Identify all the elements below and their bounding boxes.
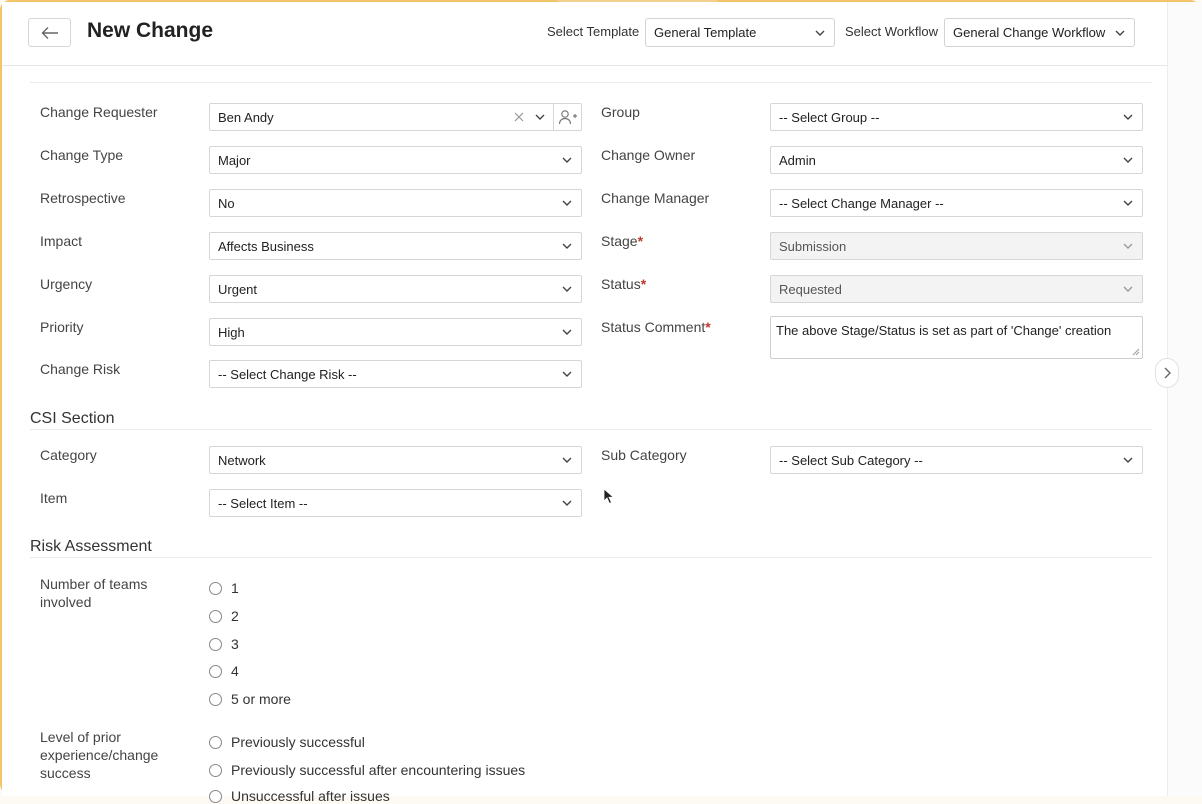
radio-option[interactable] — [209, 608, 239, 624]
change-requester-label: Change Requester — [40, 104, 158, 120]
chevron-down-icon — [1122, 111, 1134, 123]
side-panel-toggle[interactable] — [1155, 358, 1179, 388]
change-owner-label: Change Owner — [601, 147, 696, 163]
radio-option[interactable] — [209, 762, 525, 778]
required-marker: * — [637, 233, 644, 249]
radio-circle-icon[interactable] — [209, 693, 222, 706]
change-type-label: Change Type — [40, 147, 124, 163]
chevron-down-icon — [1122, 154, 1134, 166]
change-type-select[interactable] — [209, 146, 582, 174]
impact-select[interactable] — [209, 232, 582, 260]
radio-circle-icon[interactable] — [209, 582, 222, 595]
csi-divider — [30, 429, 1152, 430]
exp-label-line: Level of prior — [40, 729, 121, 745]
teams-label-line: Number of teams — [40, 576, 148, 592]
risk-divider — [30, 557, 1152, 558]
header-divider — [30, 82, 1152, 83]
category-label: Category — [40, 447, 97, 463]
retrospective-value: No — [218, 196, 235, 211]
resize-grip-icon[interactable] — [1132, 348, 1140, 356]
page-header — [2, 2, 1167, 66]
urgency-select[interactable] — [209, 275, 582, 303]
category-value: Network — [218, 453, 266, 468]
radio-label: Previously successful — [231, 734, 365, 750]
radio-circle-icon[interactable] — [209, 665, 222, 678]
status-comment-textarea[interactable] — [770, 316, 1143, 359]
chevron-right-icon — [1162, 366, 1172, 380]
chevron-down-icon — [561, 454, 573, 466]
page-title: New Change — [87, 19, 214, 42]
teams-involved-label — [40, 575, 147, 611]
radio-circle-icon[interactable] — [209, 736, 222, 749]
stage-select — [770, 232, 1143, 260]
arrow-left-icon — [41, 26, 59, 40]
select-template-label: Select Template — [547, 24, 640, 39]
chevron-down-icon[interactable] — [534, 111, 546, 123]
chevron-down-icon — [561, 497, 573, 509]
select-workflow-label: Select Workflow — [845, 24, 938, 39]
required-marker: * — [705, 319, 711, 335]
retrospective-select[interactable] — [209, 189, 582, 217]
status-comment-value: The above Stage/Status is set as part of 'Change' creation — [776, 323, 1112, 338]
group-select[interactable] — [770, 103, 1143, 131]
stage-value: Submission — [779, 239, 847, 254]
change-requester-field[interactable] — [209, 103, 582, 131]
retrospective-label: Retrospective — [40, 190, 126, 206]
risk-assessment-title: Risk Assessment — [30, 538, 152, 555]
status-comment-label-text: Status Comment — [601, 319, 706, 335]
status-value: Requested — [779, 282, 842, 297]
workflow-select-value: General Change Workflow — [953, 25, 1106, 40]
chevron-down-icon — [1122, 240, 1134, 252]
mouse-pointer-icon — [603, 488, 615, 505]
chevron-down-icon — [561, 283, 573, 295]
chevron-down-icon — [561, 154, 573, 166]
change-manager-label: Change Manager — [601, 190, 710, 206]
template-select[interactable] — [645, 18, 835, 47]
radio-circle-icon[interactable] — [209, 790, 222, 803]
chevron-down-icon — [1122, 197, 1134, 209]
workflow-select[interactable] — [944, 18, 1135, 47]
group-value: -- Select Group -- — [779, 110, 880, 125]
radio-option[interactable] — [209, 580, 239, 596]
item-label: Item — [40, 490, 68, 506]
radio-label: 1 — [231, 580, 239, 596]
status-comment-label — [601, 319, 711, 335]
change-manager-value: -- Select Change Manager -- — [779, 196, 944, 211]
change-owner-select[interactable] — [770, 146, 1143, 174]
change-manager-select[interactable] — [770, 189, 1143, 217]
urgency-label: Urgency — [40, 276, 93, 292]
sub-category-value: -- Select Sub Category -- — [779, 453, 923, 468]
chevron-down-icon — [1114, 27, 1126, 39]
back-button[interactable] — [28, 18, 71, 47]
stage-label — [601, 233, 643, 249]
radio-option[interactable] — [209, 663, 239, 679]
item-select[interactable] — [209, 489, 582, 517]
sub-category-label: Sub Category — [601, 447, 687, 463]
right-panel-gutter — [1167, 2, 1202, 796]
change-risk-label: Change Risk — [40, 361, 121, 377]
item-value: -- Select Item -- — [218, 496, 308, 511]
status-select — [770, 275, 1143, 303]
radio-label: 5 or more — [231, 691, 291, 707]
chevron-down-icon — [1122, 283, 1134, 295]
change-requester-value: Ben Andy — [218, 110, 274, 125]
chevron-down-icon — [561, 197, 573, 209]
csi-section-title: CSI Section — [30, 410, 115, 427]
chevron-down-icon — [561, 240, 573, 252]
close-icon[interactable] — [512, 110, 526, 124]
exp-label-line: success — [40, 765, 91, 781]
stage-label-text: Stage — [601, 233, 638, 249]
change-owner-value: Admin — [779, 153, 816, 168]
status-label-text: Status — [601, 276, 641, 292]
priority-label: Priority — [40, 319, 84, 335]
change-type-value: Major — [218, 153, 251, 168]
priority-select[interactable] — [209, 318, 582, 346]
radio-option[interactable] — [209, 691, 291, 707]
change-risk-value: -- Select Change Risk -- — [218, 367, 357, 382]
radio-label: Unsuccessful after issues — [231, 788, 390, 804]
exp-label-line: experience/change — [40, 747, 159, 763]
template-select-value: General Template — [654, 25, 757, 40]
user-picker-button[interactable] — [553, 104, 581, 130]
chevron-down-icon — [1122, 454, 1134, 466]
status-label — [601, 276, 646, 292]
radio-label: 3 — [231, 636, 239, 652]
radio-label: Previously successful after encountering issues — [231, 762, 526, 778]
category-select[interactable] — [209, 446, 582, 474]
radio-circle-icon[interactable] — [209, 764, 222, 777]
sub-category-select[interactable] — [770, 446, 1143, 474]
priority-value: High — [218, 325, 245, 340]
add-user-icon — [558, 109, 578, 125]
chevron-down-icon — [561, 326, 573, 338]
change-risk-select[interactable] — [209, 360, 582, 388]
prior-experience-label — [40, 728, 158, 782]
urgency-value: Urgent — [218, 282, 258, 297]
required-marker: * — [640, 276, 647, 292]
radio-option[interactable] — [209, 734, 365, 750]
group-label: Group — [601, 104, 640, 120]
impact-value: Affects Business — [218, 239, 314, 254]
teams-label-line: involved — [40, 594, 92, 610]
radio-circle-icon[interactable] — [209, 638, 222, 651]
radio-option[interactable] — [209, 788, 390, 804]
radio-label: 4 — [231, 663, 239, 679]
impact-label: Impact — [40, 233, 83, 249]
radio-option[interactable] — [209, 636, 239, 652]
chevron-down-icon — [561, 368, 573, 380]
radio-label: 2 — [231, 608, 239, 624]
radio-circle-icon[interactable] — [209, 610, 222, 623]
change-form-page — [2, 2, 1167, 804]
chevron-down-icon — [814, 27, 826, 39]
